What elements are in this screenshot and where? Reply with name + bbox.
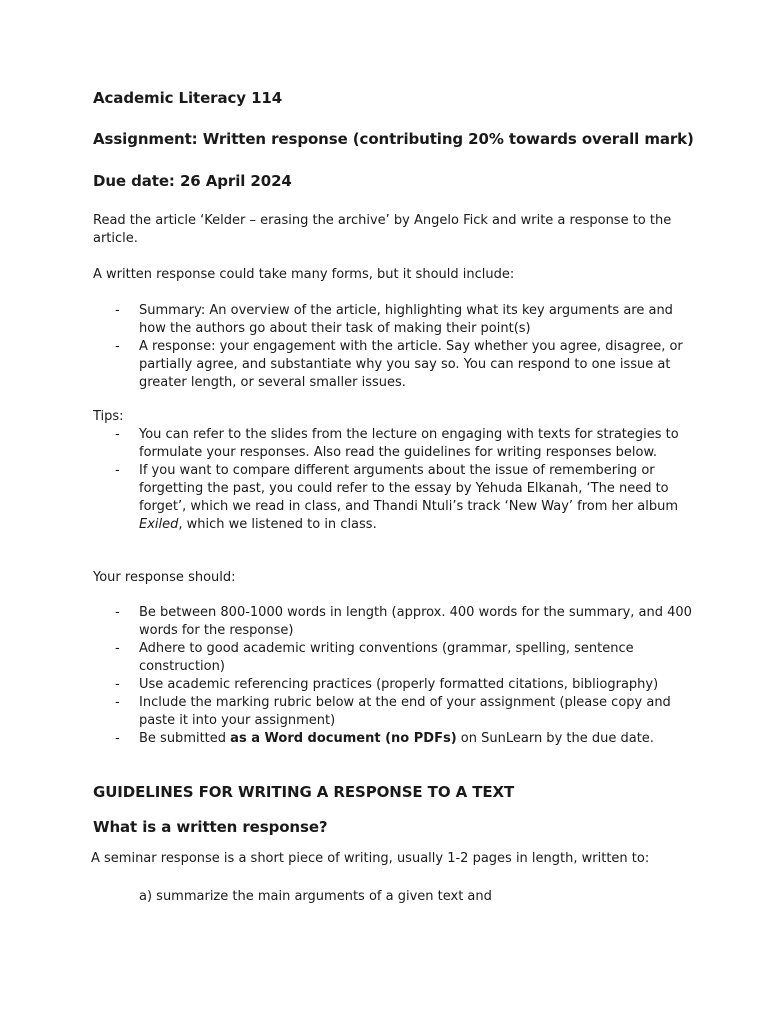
list-item-text: , which we listened to in class. bbox=[178, 517, 377, 532]
intro-line: Read the article ‘Kelder – erasing the archive’ by Angelo Fick and write a response to the bbox=[93, 213, 672, 228]
list-item-line: formulate your responses. Also read the guidelines for writing responses below. bbox=[139, 445, 658, 460]
list-item-line: Summary: An overview of the article, highlighting what its key arguments are and bbox=[139, 303, 673, 318]
seminar-paragraph: A seminar response is a short piece of writing, usually 1-2 pages in length, written to: bbox=[91, 851, 650, 866]
list-item-line: how the authors go about their task of making their point(s) bbox=[139, 321, 531, 336]
bullet-dash: - bbox=[115, 303, 120, 318]
list-item bbox=[93, 604, 693, 640]
list-item-line: paste it into your assignment) bbox=[139, 713, 336, 728]
list-item-line: Be between 800-1000 words in length (approx. 400 words for the summary, and 400 bbox=[139, 605, 692, 620]
should-list bbox=[93, 604, 693, 748]
list-item-line: A response: your engagement with the article. Say whether you agree, disagree, or bbox=[139, 339, 683, 354]
list-item bbox=[93, 426, 693, 462]
list-item-line bbox=[139, 516, 693, 534]
list-item-line: Adhere to good academic writing conventions (grammar, spelling, sentence bbox=[139, 641, 634, 656]
list-item-line: partially agree, and substantiate why you say so. You can respond to one issue at bbox=[139, 357, 671, 372]
list-item-line: You can refer to the slides from the lecture on engaging with texts for strategies to bbox=[139, 427, 679, 442]
due-date-heading: Due date: 26 April 2024 bbox=[93, 172, 292, 190]
intro-paragraph bbox=[93, 212, 671, 248]
course-title: Academic Literacy 114 bbox=[93, 89, 283, 107]
tips-label: Tips: bbox=[93, 409, 124, 424]
bullet-dash: - bbox=[115, 463, 120, 478]
word-document-emphasis: as a Word document (no PDFs) bbox=[230, 731, 457, 746]
list-item-text: Be submitted bbox=[139, 731, 231, 746]
album-title: Exiled bbox=[139, 517, 179, 532]
bullet-dash: - bbox=[115, 695, 120, 710]
bullet-dash: - bbox=[115, 605, 120, 620]
should-intro: Your response should: bbox=[93, 570, 236, 585]
bullet-dash: - bbox=[115, 339, 120, 354]
list-item bbox=[93, 640, 693, 676]
list-item-line: forget’, which we read in class, and Thandi Ntuli’s track ‘New Way’ from her album bbox=[139, 499, 678, 514]
list-item-line: greater length, or several smaller issues. bbox=[139, 375, 406, 390]
bullet-dash: - bbox=[115, 641, 120, 656]
guidelines-heading: GUIDELINES FOR WRITING A RESPONSE TO A TEXT bbox=[93, 783, 515, 801]
assignment-title: Assignment: Written response (contributing 20% towards overall mark) bbox=[93, 130, 694, 148]
list-item-line: words for the response) bbox=[139, 623, 294, 638]
list-item-text: on SunLearn by the due date. bbox=[456, 731, 654, 746]
list-item-line: Include the marking rubric below at the end of your assignment (please copy and bbox=[139, 695, 671, 710]
what-heading: What is a written response? bbox=[93, 818, 328, 836]
list-item bbox=[93, 462, 693, 534]
list-item bbox=[93, 302, 693, 338]
intro-line: article. bbox=[93, 231, 138, 246]
list-item-line bbox=[139, 730, 693, 748]
list-item-line: Use academic referencing practices (properly formatted citations, bibliography) bbox=[139, 677, 659, 692]
list-item bbox=[93, 676, 693, 694]
bullet-dash: - bbox=[115, 677, 120, 692]
bullet-dash: - bbox=[115, 731, 120, 746]
list-item bbox=[93, 338, 693, 392]
list-item-line: forgetting the past, you could refer to the essay by Yehuda Elkanah, ‘The need to bbox=[139, 481, 669, 496]
list-item-line: If you want to compare different arguments about the issue of remembering or bbox=[139, 463, 655, 478]
include-intro: A written response could take many forms, but it should include: bbox=[93, 267, 515, 282]
list-item bbox=[93, 694, 693, 730]
tips-list bbox=[93, 426, 693, 534]
point-a: a) summarize the main arguments of a given text and bbox=[139, 889, 492, 904]
bullet-dash: - bbox=[115, 427, 120, 442]
list-item bbox=[93, 730, 693, 748]
list-item-line: construction) bbox=[139, 659, 225, 674]
include-list bbox=[93, 302, 693, 392]
